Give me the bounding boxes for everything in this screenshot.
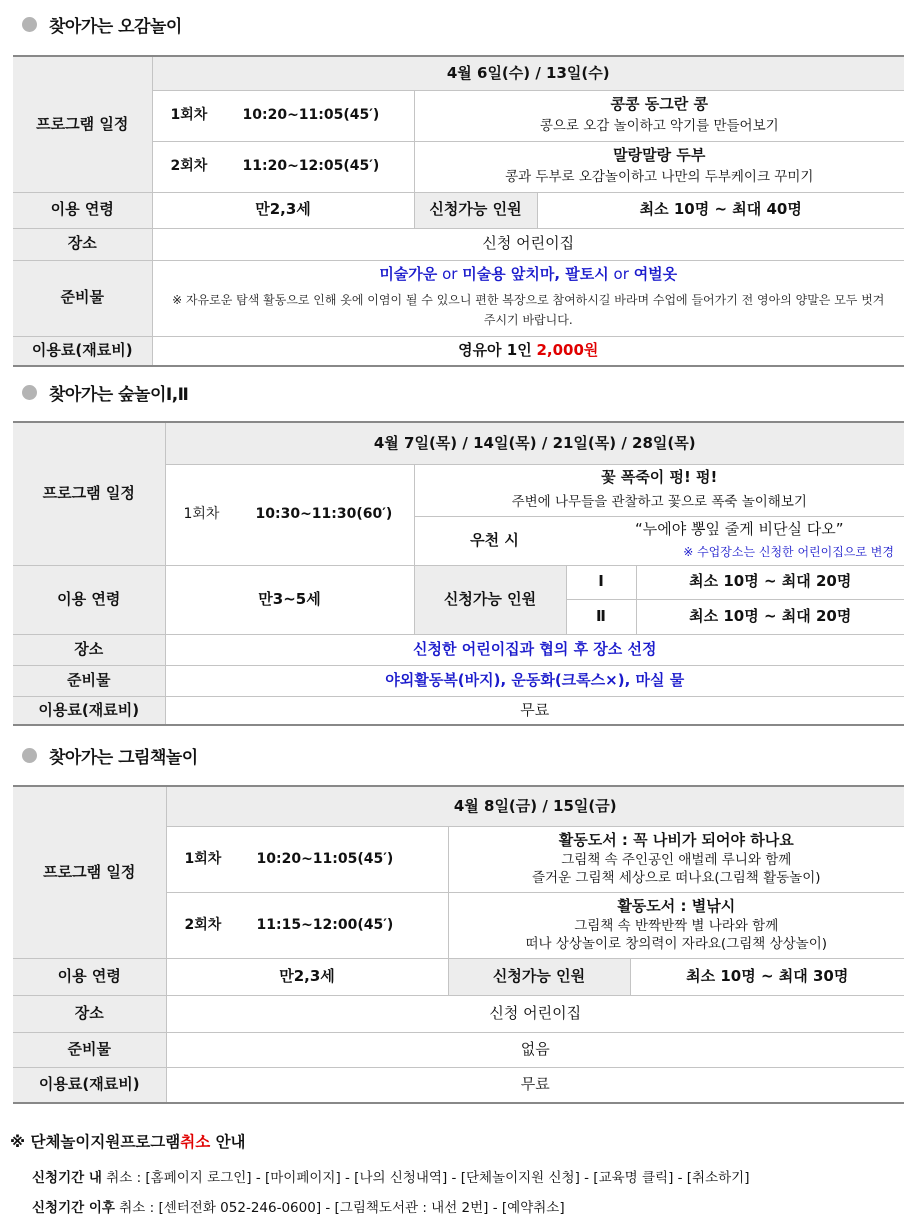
bullet-icon bbox=[22, 385, 37, 400]
prep-label: 준비물 bbox=[13, 665, 165, 696]
capacity-value: 최소 10명 ~ 최대 30명 bbox=[630, 958, 904, 995]
session-number: 2회차 bbox=[184, 916, 222, 933]
session-title: 꽃 폭죽이 펑! 펑! bbox=[601, 468, 718, 487]
group-capacity: 최소 10명 ~ 최대 20명 bbox=[636, 599, 904, 634]
rain-label: 우천 시 bbox=[470, 530, 519, 549]
cancel-line-during bbox=[32, 1166, 750, 1186]
cancel-line-label: 신청기간 내 bbox=[32, 1170, 102, 1186]
picturebook-program-table bbox=[13, 785, 904, 1104]
age-value: 만2,3세 bbox=[152, 192, 414, 228]
prep-or: or bbox=[442, 265, 458, 284]
prep-item: 미술용 앞치마, 팔토시 bbox=[462, 265, 609, 284]
session-title: 활동도서 : 별낚시 bbox=[617, 896, 736, 915]
rain-content bbox=[414, 516, 904, 565]
session-desc: 콩과 두부로 오감놀이하고 나만의 두부케이크 꾸미기 bbox=[505, 169, 814, 186]
session-number: 1회차 bbox=[183, 506, 220, 523]
capacity-label: 신청가능 인원 bbox=[448, 958, 630, 995]
session-number: 1회차 bbox=[170, 107, 208, 124]
section-title-text: 찾아가는 그림책놀이 bbox=[49, 747, 198, 768]
cancel-line-text: 취소 : [홈페이지 로그인] - [마이페이지] - [나의 신청내역] - [단체놀이지원 신청] - [교육명 클릭] - [취소하기] bbox=[106, 1170, 750, 1186]
cancel-line-label: 신청기간 이후 bbox=[32, 1200, 115, 1216]
prep-item: 미술가운 bbox=[379, 265, 438, 284]
prep-value: 없음 bbox=[166, 1032, 904, 1067]
section-title-text: 찾아가는 오감놀이 bbox=[49, 16, 182, 37]
session-desc: 즐거운 그림책 세상으로 떠나요(그림책 활동놀이) bbox=[531, 869, 821, 886]
prep-note: ※ 자유로운 탐색 활동으로 인해 옷에 이염이 될 수 있으니 편한 복장으로 참여하시길 바라며 수업에 들어가기 전 영아의 양말은 모두 벗겨주시기 바랍니다. bbox=[172, 292, 885, 328]
prep-item: 여벌옷 bbox=[633, 265, 678, 284]
place-value: 신청한 어린이집과 협의 후 장소 선정 bbox=[165, 634, 904, 665]
fee-label: 이용료(재료비) bbox=[13, 1067, 166, 1103]
section-title-text: 찾아가는 숲놀이Ⅰ,Ⅱ bbox=[49, 384, 189, 405]
schedule-dates: 4월 6일(수) / 13일(수) bbox=[152, 56, 904, 90]
fee-label: 이용료(재료비) bbox=[13, 336, 152, 366]
capacity-label: 신청가능 인원 bbox=[414, 192, 537, 228]
schedule-label: 프로그램 일정 bbox=[13, 56, 152, 192]
age-label: 이용 연령 bbox=[13, 192, 152, 228]
bullet-icon bbox=[22, 17, 37, 32]
session-1 bbox=[165, 464, 414, 565]
place-label: 장소 bbox=[13, 995, 166, 1032]
session-2 bbox=[166, 892, 448, 958]
session-desc: 그림책 속 반짝반짝 별 나라와 함께 bbox=[574, 918, 779, 935]
bullet-icon bbox=[22, 748, 37, 763]
fee-value: 무료 bbox=[165, 696, 904, 725]
fee-amount: 2,000원 bbox=[536, 341, 599, 359]
cancel-line-after bbox=[32, 1196, 565, 1216]
session-desc: 떠나 상상놀이로 창의력이 자라요(그림책 상상놀이) bbox=[525, 935, 828, 952]
session-title: 활동도서 : 꼭 나비가 되어야 하나요 bbox=[558, 830, 794, 849]
session-2-content bbox=[414, 141, 904, 192]
session-title: 말랑말랑 두부 bbox=[613, 145, 706, 164]
session-number: 2회차 bbox=[170, 158, 208, 175]
capacity-value: 최소 10명 ~ 최대 40명 bbox=[537, 192, 904, 228]
place-label: 장소 bbox=[13, 228, 152, 260]
session-number: 1회차 bbox=[184, 850, 222, 867]
session-desc: 콩으로 오감 놀이하고 악기를 만들어보기 bbox=[539, 118, 779, 135]
age-value: 만2,3세 bbox=[166, 958, 448, 995]
session-2-content bbox=[448, 892, 904, 958]
session-time: 11:20~12:05(45′) bbox=[242, 158, 380, 175]
section-title-ogam bbox=[22, 12, 182, 36]
schedule-label: 프로그램 일정 bbox=[13, 422, 165, 565]
age-label: 이용 연령 bbox=[13, 958, 166, 995]
section-title-forest bbox=[22, 380, 188, 404]
rain-note: ※ 수업장소는 신청한 어린이집으로 변경 bbox=[683, 545, 894, 560]
prep-value: 야외활동복(바지), 운동화(크록스×), 마실 물 bbox=[165, 665, 904, 696]
prep-label: 준비물 bbox=[13, 1032, 166, 1067]
session-time: 10:20~11:05(45′) bbox=[242, 107, 380, 124]
session-1 bbox=[152, 90, 414, 141]
place-value: 신청 어린이집 bbox=[166, 995, 904, 1032]
fee-prefix: 영유아 1인 bbox=[458, 341, 532, 359]
session-1-content bbox=[414, 464, 904, 516]
rain-title: “누에야 뽕잎 줄게 비단실 다오” bbox=[635, 519, 844, 538]
session-time: 10:30~11:30(60′) bbox=[255, 506, 393, 523]
fee-label: 이용료(재료비) bbox=[13, 696, 165, 725]
place-value: 신청 어린이집 bbox=[152, 228, 904, 260]
cancel-title-suffix: 안내 bbox=[215, 1133, 246, 1151]
schedule-dates: 4월 8일(금) / 15일(금) bbox=[166, 786, 904, 826]
group-name: Ⅱ bbox=[566, 599, 636, 634]
forest-program-table bbox=[13, 421, 904, 726]
session-1-content bbox=[448, 826, 904, 892]
place-label: 장소 bbox=[13, 634, 165, 665]
cancel-word: 취소 bbox=[180, 1133, 211, 1151]
session-title: 콩콩 동그란 콩 bbox=[610, 94, 708, 113]
cancel-guide-title bbox=[10, 1130, 905, 1152]
prep-or: or bbox=[613, 265, 629, 284]
section-title-picturebook bbox=[22, 743, 198, 767]
age-value: 만3~5세 bbox=[165, 565, 414, 634]
session-2 bbox=[152, 141, 414, 192]
cancel-title-text: 단체놀이지원프로그램 bbox=[30, 1133, 181, 1151]
prep-value bbox=[152, 260, 904, 336]
cancel-guide bbox=[10, 1130, 905, 1225]
fee-value bbox=[152, 336, 904, 366]
capacity-label: 신청가능 인원 bbox=[414, 565, 566, 634]
session-desc: 그림책 속 주인공인 애벌레 루니와 함께 bbox=[561, 852, 792, 869]
session-time: 11:15~12:00(45′) bbox=[256, 916, 394, 933]
schedule-dates: 4월 7일(목) / 14일(목) / 21일(목) / 28일(목) bbox=[165, 422, 904, 464]
session-1 bbox=[166, 826, 448, 892]
group-capacity: 최소 10명 ~ 최대 20명 bbox=[636, 565, 904, 599]
session-desc: 주변에 나무들을 관찰하고 꽃으로 폭죽 놀이해보기 bbox=[511, 493, 807, 510]
session-1-content bbox=[414, 90, 904, 141]
note-mark: ※ bbox=[10, 1133, 26, 1151]
age-label: 이용 연령 bbox=[13, 565, 165, 634]
session-time: 10:20~11:05(45′) bbox=[256, 850, 394, 867]
cancel-line-text: 취소 : [센터전화 052-246-0600] - [그림책도서관 : 내선 2번] - [예약취소] bbox=[119, 1200, 565, 1216]
fee-value: 무료 bbox=[166, 1067, 904, 1103]
prep-label: 준비물 bbox=[13, 260, 152, 336]
schedule-label: 프로그램 일정 bbox=[13, 786, 166, 958]
ogam-program-table bbox=[13, 55, 904, 367]
group-name: Ⅰ bbox=[566, 565, 636, 599]
